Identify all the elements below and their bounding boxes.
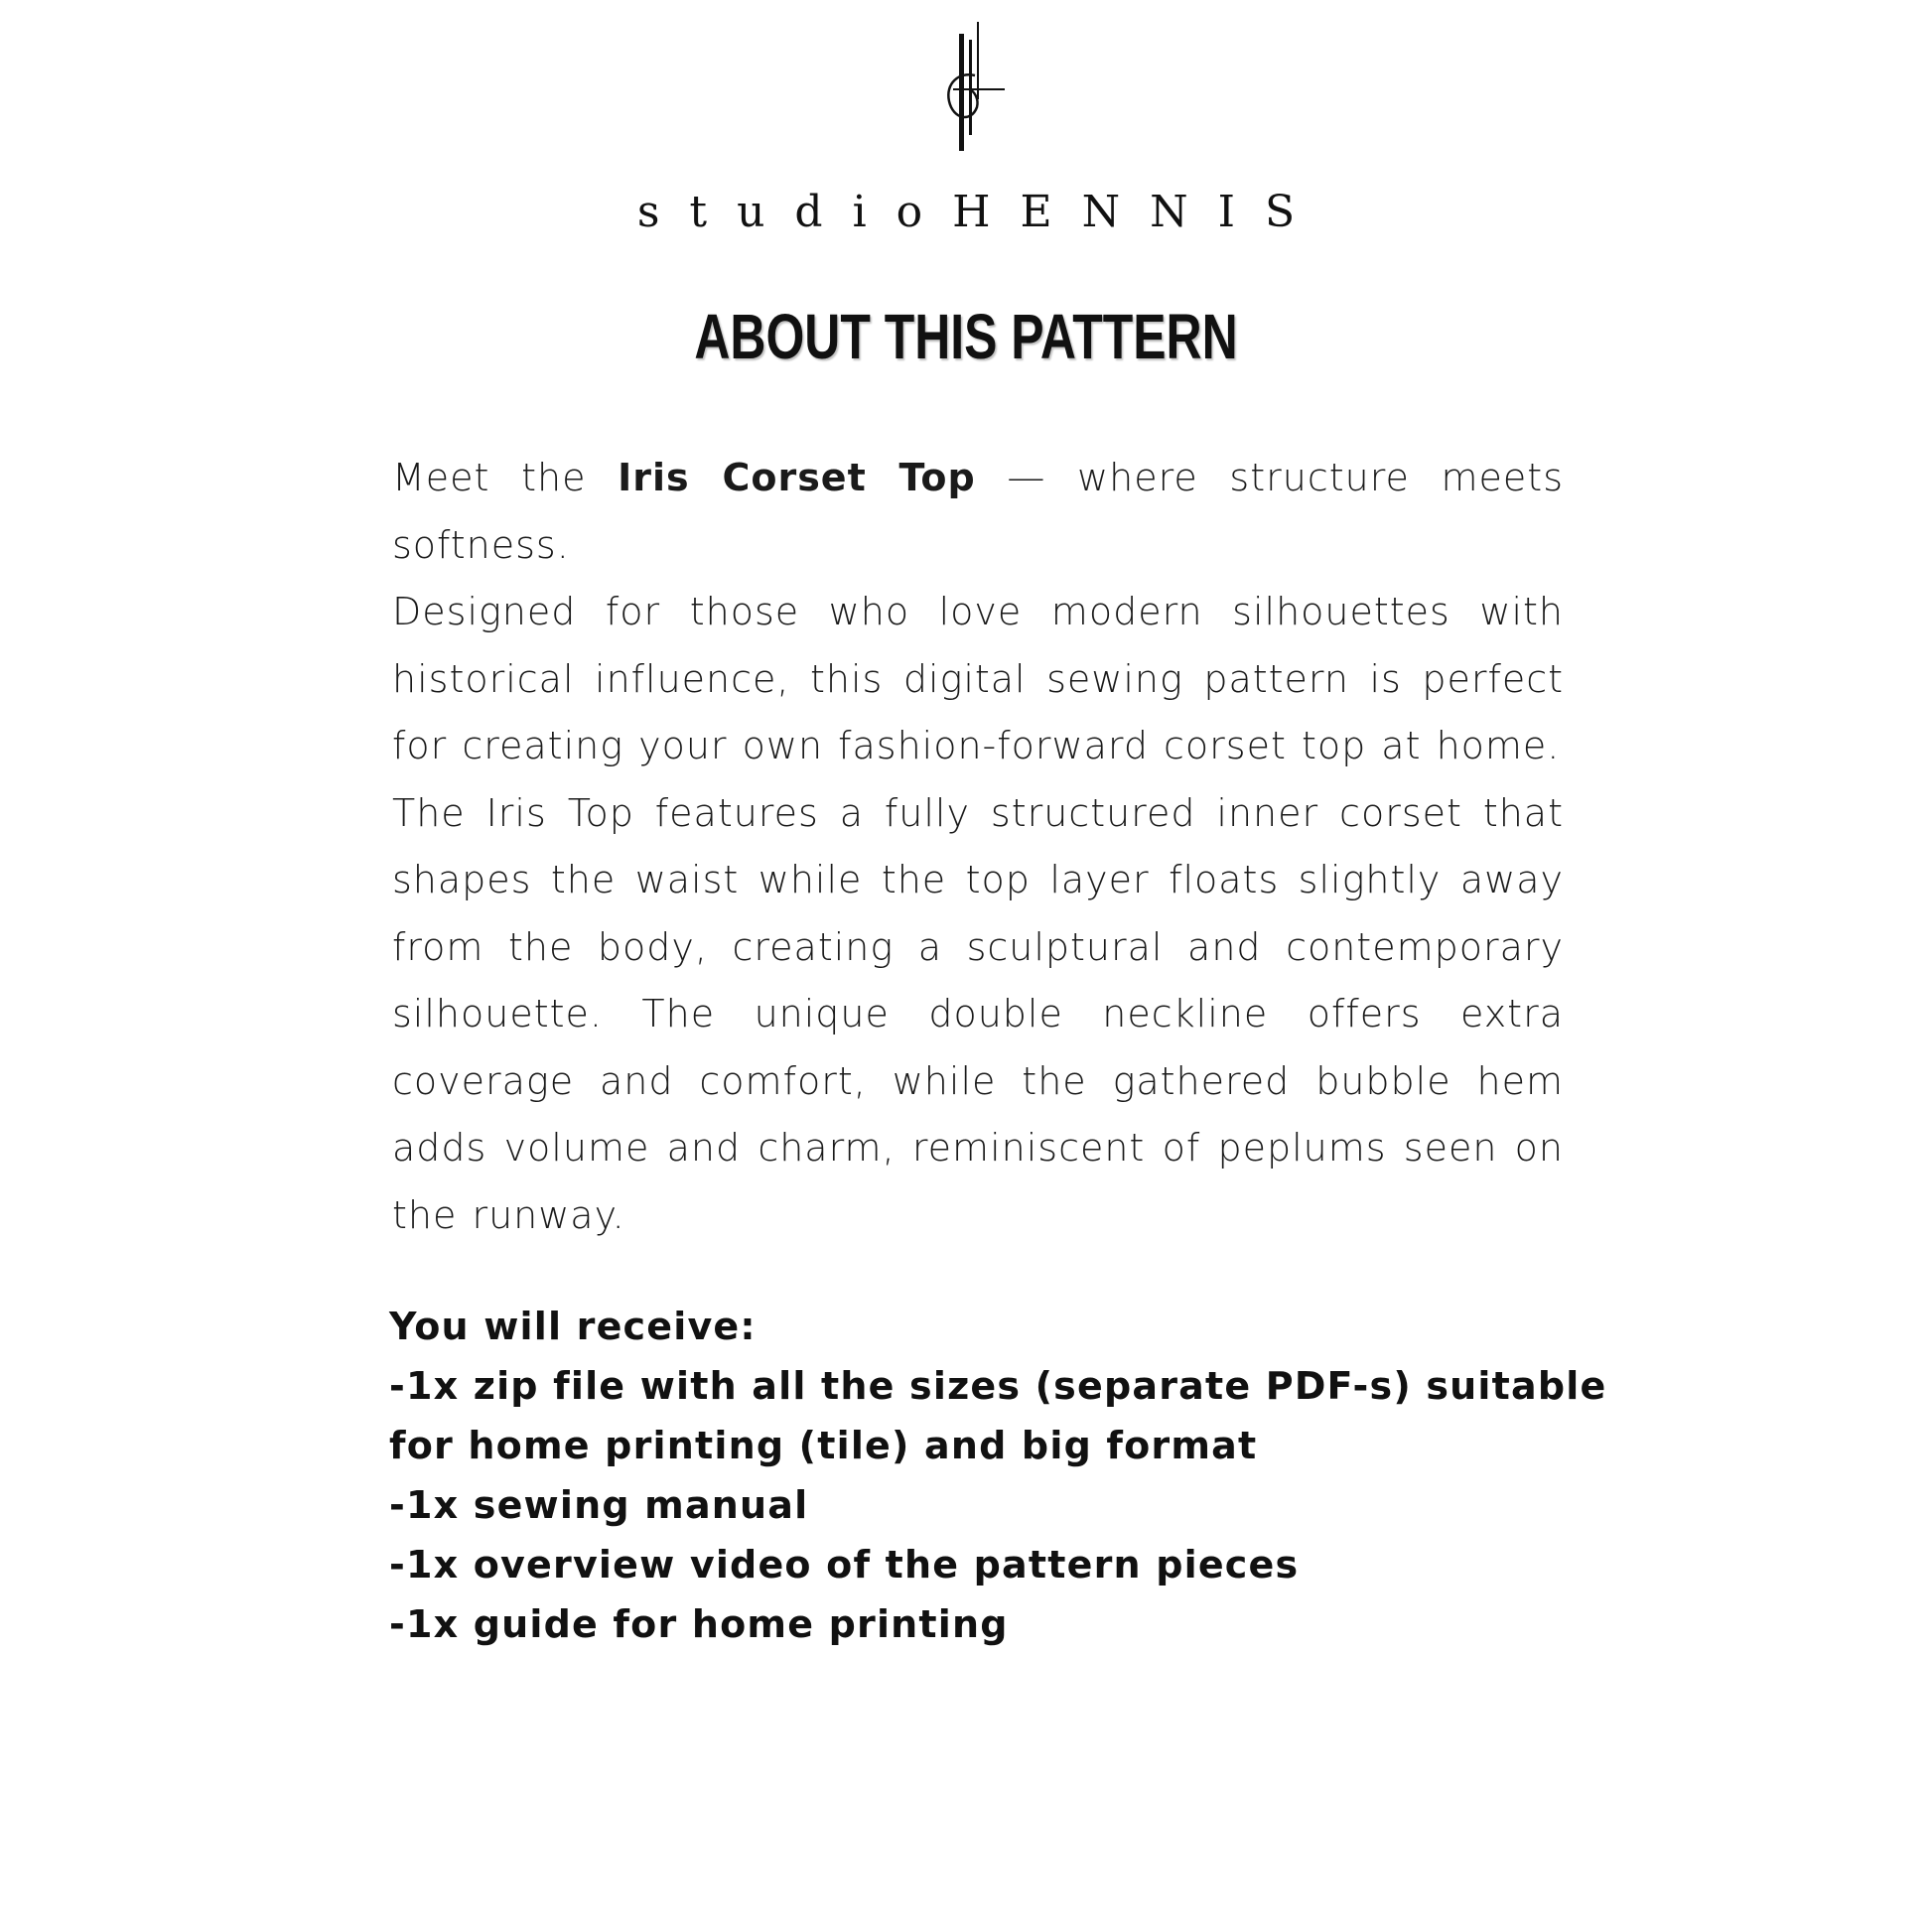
intro-text-after: — where structure meets softness. (392, 456, 1564, 567)
receive-item: -1x guide for home printing (389, 1602, 1009, 1646)
receive-item: -1x sewing manual (389, 1483, 809, 1527)
receive-item: for home printing (tile) and big format (389, 1424, 1258, 1467)
pattern-description (392, 445, 1564, 1249)
design-paragraph: Designed for those who love modern silhouettes with historical influence, this digital sewing pattern is perfect for creating your own fashion-forward corset top at home. (392, 590, 1564, 767)
page-title: ABOUT THIS PATTERN (694, 301, 1238, 372)
receive-item: -1x overview video of the pattern pieces (389, 1543, 1300, 1587)
receive-item: -1x zip file with all the sizes (separate PDF-s) suitable (389, 1364, 1607, 1408)
product-name: Iris Corset Top (618, 456, 976, 499)
receive-heading: You will receive: (389, 1305, 757, 1348)
studio-logo-icon (931, 20, 1011, 159)
features-paragraph: The Iris Top features a fully structured inner corset that shapes the waist while the top layer floats slightly away from the body, creating a sculptural and contemporary silhouette. The unique double neckline offers extra coverage and comfort, while the gathered bubble hem adds volume and charm, reminiscent of peplums seen on the runway. (392, 790, 1564, 1237)
receive-section (389, 1297, 1607, 1654)
intro-text-before: Meet the (392, 456, 619, 499)
intro-paragraph (392, 445, 1564, 579)
brand-name: studioHENNIS (636, 187, 1325, 237)
